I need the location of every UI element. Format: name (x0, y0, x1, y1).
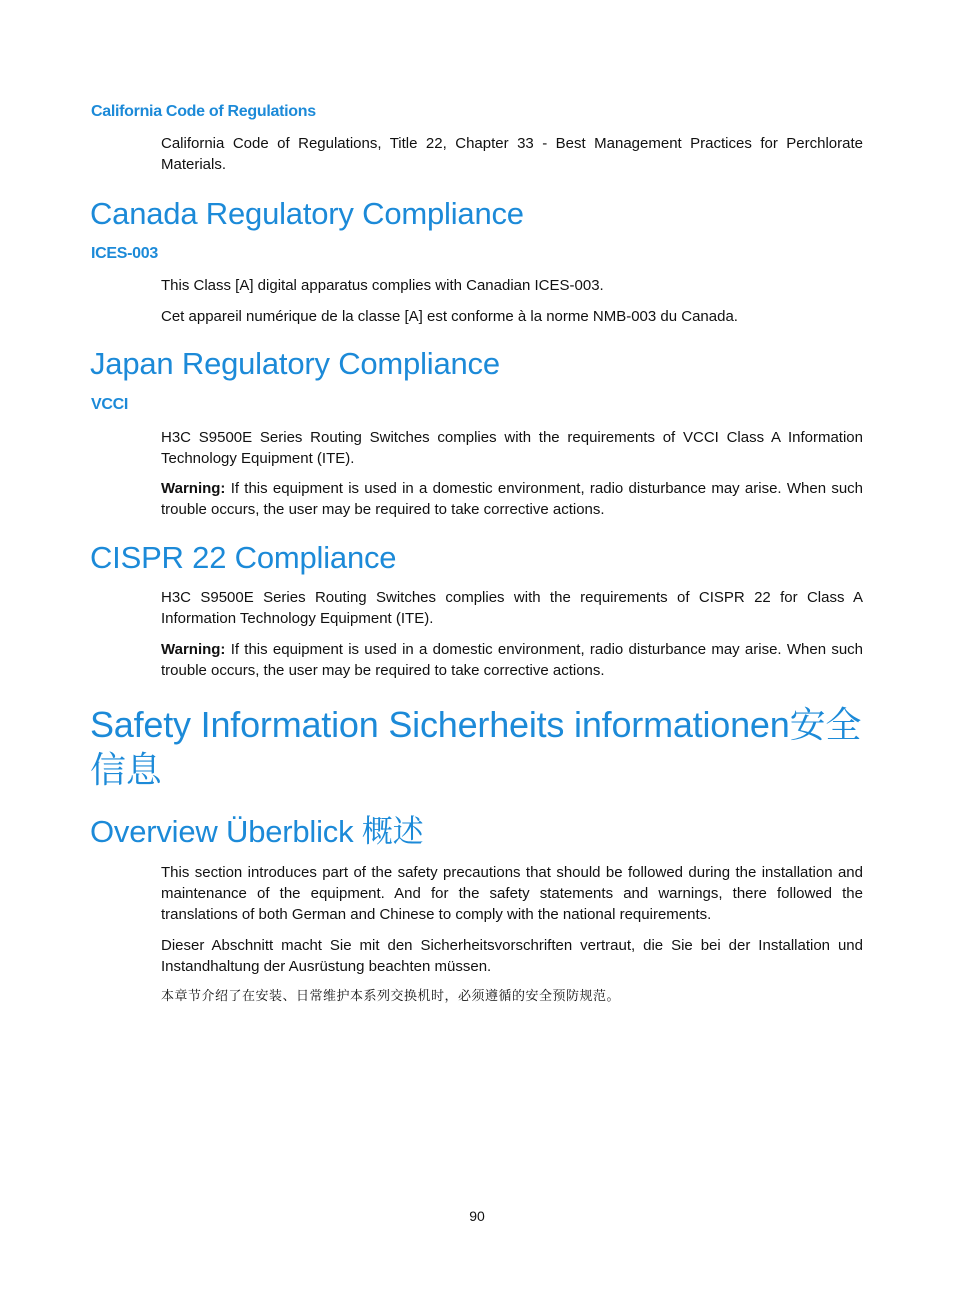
warning-label: Warning: (161, 480, 226, 497)
vcci-warning-paragraph (161, 478, 863, 520)
california-heading: California Code of Regulations (91, 103, 316, 120)
vcci-paragraph: H3C S9500E Series Routing Switches complies with the requirements of VCCI Class A Information Technology Equipment (ITE). (161, 429, 863, 467)
cispr-paragraph: H3C S9500E Series Routing Switches complies with the requirements of CISPR 22 for Class A Information Technology Equipment (ITE). (161, 589, 863, 627)
overview-section-title: Overview Überblick 概述 (90, 814, 424, 849)
ices-english-paragraph: This Class [A] digital apparatus complies with Canadian ICES-003. (161, 277, 604, 294)
cispr-warning-paragraph (161, 639, 863, 681)
vcci-heading: VCCI (91, 396, 129, 413)
california-paragraph: California Code of Regulations, Title 22, Chapter 33 - Best Management Practices for Perchlorate Materials. (161, 135, 863, 173)
japan-section-title: Japan Regulatory Compliance (90, 346, 500, 381)
warning-text: If this equipment is used in a domestic environment, radio disturbance may arise. When such trouble occurs, the user may be required to take corrective actions. (161, 641, 863, 679)
page-number: 90 (469, 1208, 485, 1224)
ices-003-heading: ICES-003 (91, 245, 158, 262)
overview-chinese-paragraph: 本章节介绍了在安装、日常维护本系列交换机时，必须遵循的安全预防规范。 (161, 989, 621, 1004)
overview-english-paragraph: This section introduces part of the safety precautions that should be followed during the installation and maintenance of the equipment. And for the safety statements and warnings, there followed the translations of both German and Chinese to comply with the national requirements. (161, 864, 863, 923)
warning-text: If this equipment is used in a domestic environment, radio disturbance may arise. When such trouble occurs, the user may be required to take corrective actions. (161, 480, 863, 518)
cispr-section-title: CISPR 22 Compliance (90, 540, 397, 575)
overview-german-paragraph: Dieser Abschnitt macht Sie mit den Sicherheitsvorschriften vertraut, die Sie bei der Installation und Instandhaltung der Ausrüstung beachten müssen. (161, 937, 863, 975)
canada-section-title: Canada Regulatory Compliance (90, 196, 524, 231)
safety-information-title: Safety Information Sicherheits informationen安全信息 (90, 704, 862, 790)
warning-label: Warning: (161, 641, 226, 658)
ices-french-paragraph: Cet appareil numérique de la classe [A] est conforme à la norme NMB-003 du Canada. (161, 308, 738, 325)
